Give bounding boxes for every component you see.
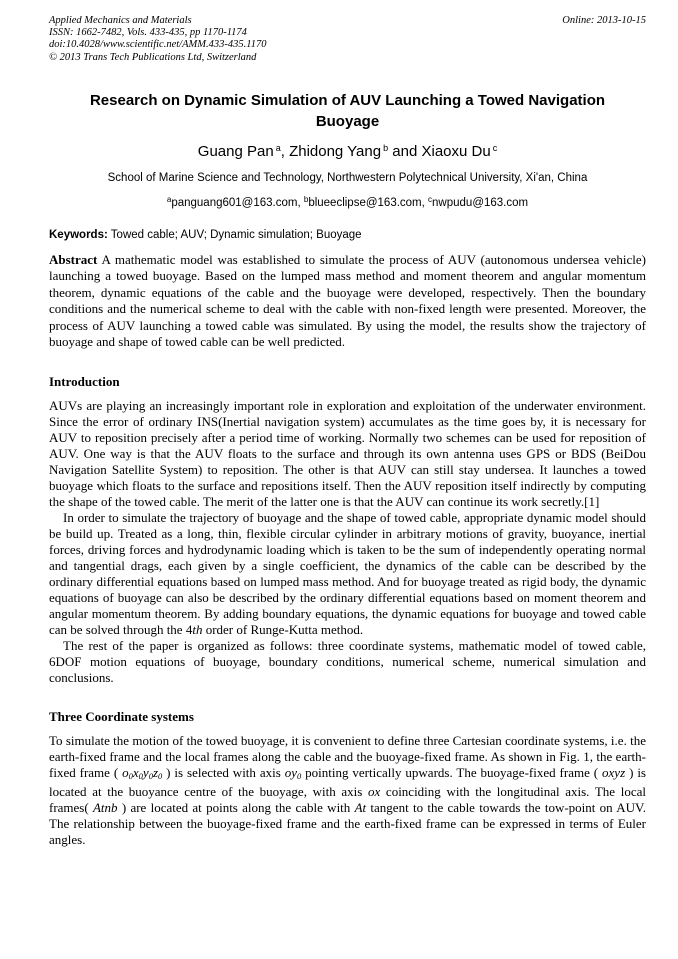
keywords-label: Keywords: bbox=[49, 228, 108, 241]
journal-issn-line: ISSN: 1662-7482, Vols. 433-435, pp 1170-1174 bbox=[49, 27, 247, 39]
math-symbol: oy bbox=[284, 764, 297, 780]
math-symbol: o bbox=[122, 764, 129, 780]
authors-line bbox=[49, 139, 646, 161]
math-symbol: ox bbox=[367, 783, 381, 799]
math-symbol: th bbox=[192, 621, 203, 637]
paper-title bbox=[49, 90, 646, 132]
paragraph-text: ) is located at the buoyance centre of the buoyage, with axis bbox=[49, 764, 646, 799]
author-name: Guang Pan bbox=[197, 142, 274, 160]
section-heading-coordinate-systems: Three Coordinate systems bbox=[49, 708, 194, 724]
paper-body bbox=[49, 374, 646, 848]
section-heading-introduction: Introduction bbox=[49, 373, 120, 389]
affiliation: School of Marine Science and Technology, Northwestern Polytechnical University, Xi'an, China bbox=[107, 171, 588, 184]
online-date: Online: 2013-10-15 bbox=[562, 15, 646, 26]
email-separator: , bbox=[297, 196, 304, 209]
journal-header-left bbox=[49, 15, 266, 64]
paragraph-text: tangent to the cable towards the tow-point on AUV. The relationship between the buoyage-fixed frame and the earth-fixed frame can be expressed in terms of Euler angles. bbox=[49, 799, 646, 847]
author-superscript: c bbox=[492, 142, 498, 153]
journal-doi-line: doi:10.4028/www.scientific.net/AMM.433-435.1170 bbox=[49, 39, 267, 51]
email-superscript: a bbox=[166, 194, 172, 204]
paragraph-text: ) are located at points along the cable with bbox=[117, 799, 355, 815]
introduction-paragraph-1: AUVs are playing an increasingly important role in exploration and exploitation of the underwater environment. Since the error of ordinary INS(Inertial navigation system) accumulates as the time goes by, it is necessary for AUV to reposition precisely after a period time of working. Normally two schemes can be used for reposition of AUV. One way is that the AUV floats to the surface and through its own antenna uses GPS or BDS (BeiDou Navigation Satellite System) to reposition. The other is that AUV can still stay undersea. It launches a towed buoyage which floats to the surface and repositions itself. Then the AUV reposition itself indirectly by computing the shape of the towed cable. The merit of the latter one is that the AUV can continue its work secretly.[1] bbox=[49, 397, 646, 509]
abstract-paragraph bbox=[49, 252, 646, 351]
paragraph-text: To simulate the motion of the towed buoyage, it is convenient to define three Cartesian coordinate systems, i.e. the earth-fixed frame and the local frames along the cable and the buoyage-fixed frame. As shown in Fig. 1, the earth-fixed frame ( bbox=[49, 732, 646, 780]
math-symbol: y bbox=[142, 764, 149, 780]
keywords-text: Towed cable; AUV; Dynamic simulation; Buoyage bbox=[110, 228, 362, 241]
email-address: blueeclipse@163.com bbox=[308, 196, 422, 209]
paragraph-text: pointing vertically upwards. The buoyage-fixed frame ( bbox=[301, 764, 603, 780]
keywords-line bbox=[49, 228, 646, 243]
paper-title-line-2: Buoyage bbox=[315, 112, 380, 130]
author-name: Zhidong Yang bbox=[289, 142, 382, 160]
email-address: nwpudu@163.com bbox=[432, 196, 529, 209]
paragraph-text: In order to simulate the trajectory of buoyage and the shape of towed cable, appropriate dynamic model should be build up. Treated as a long, thin, flexible circular cylinder in arbitrary motions of gravity, buoyance, inertial forces, driving forces and hydrodynamic loading which is taken to be the sum of independently operating normal and tangential drags, each given by a single coefficient, the dynamics of the cable can be described by the ordinary differential equations based on lumped mass method. And for buoyage treated as rigid body, the dynamic equations of buoyage can also be described by the ordinary differential equations based on moment theorem and angular momentum theorem. By adding boundary equations, the dynamic equations for buoyage and towed cable can be solved through the 4 bbox=[49, 509, 646, 637]
abstract-text: A mathematic model was established to simulate the process of AUV (autonomous undersea vehicle) launching a towed buoyage. Based on the lumped mass method and moment theorem and angular momentum theorem, dynamic equations of the cable and the buoyage were developed, respectively. Then the boundary conditions and the numerical scheme to deal with the cable with non-fixed length were presented. Moreover, the process of AUV launching a towed cable was simulated. By using the model, the results show the trajectory of buoyage and shape of towed cable can be well predicted. bbox=[49, 251, 646, 350]
introduction-paragraph-2 bbox=[49, 510, 646, 638]
author-name: Xiaoxu Du bbox=[421, 142, 491, 160]
email-superscript: b bbox=[303, 194, 309, 204]
math-subscript: 0 bbox=[148, 770, 153, 781]
math-symbol: z bbox=[152, 764, 158, 780]
introduction-paragraph-3: The rest of the paper is organized as follows: three coordinate systems, mathematic model of towed cable, 6DOF motion equations of buoyage, boundary conditions, numerical scheme, numerical simulation and conclusions. bbox=[49, 637, 646, 685]
paragraph-text: coinciding with the longitudinal axis. The local frames( bbox=[49, 783, 646, 815]
journal-copyright-line: © 2013 Trans Tech Publications Ltd, Switzerland bbox=[49, 51, 257, 63]
author-superscript: b bbox=[383, 142, 389, 153]
math-symbol: Atnb bbox=[92, 799, 118, 815]
author-superscript: a bbox=[275, 142, 281, 153]
coordinate-systems-paragraph-1 bbox=[49, 733, 646, 848]
math-symbol: x bbox=[132, 764, 139, 780]
math-subscript: 0 bbox=[158, 770, 163, 781]
math-subscript: 0 bbox=[296, 770, 302, 781]
math-symbol: oxyz bbox=[602, 764, 626, 780]
emails-line bbox=[49, 192, 646, 211]
math-subscript: 0 bbox=[128, 770, 133, 781]
email-superscript: c bbox=[428, 194, 433, 204]
paragraph-text: order of Runge-Kutta method. bbox=[202, 621, 364, 637]
abstract-label: Abstract bbox=[49, 251, 98, 267]
author-separator: and bbox=[388, 142, 422, 160]
author-separator: , bbox=[280, 142, 290, 160]
math-symbol: At bbox=[354, 799, 367, 815]
email-separator: , bbox=[421, 196, 429, 209]
email-address: panguang601@163.com bbox=[171, 196, 298, 209]
paragraph-text: ) is selected with axis bbox=[162, 764, 285, 780]
journal-name: Applied Mechanics and Materials bbox=[49, 15, 192, 26]
math-subscript: 0 bbox=[138, 770, 143, 781]
paper-title-line-1: Research on Dynamic Simulation of AUV Launching a Towed Navigation bbox=[89, 91, 606, 109]
journal-header bbox=[49, 15, 646, 64]
